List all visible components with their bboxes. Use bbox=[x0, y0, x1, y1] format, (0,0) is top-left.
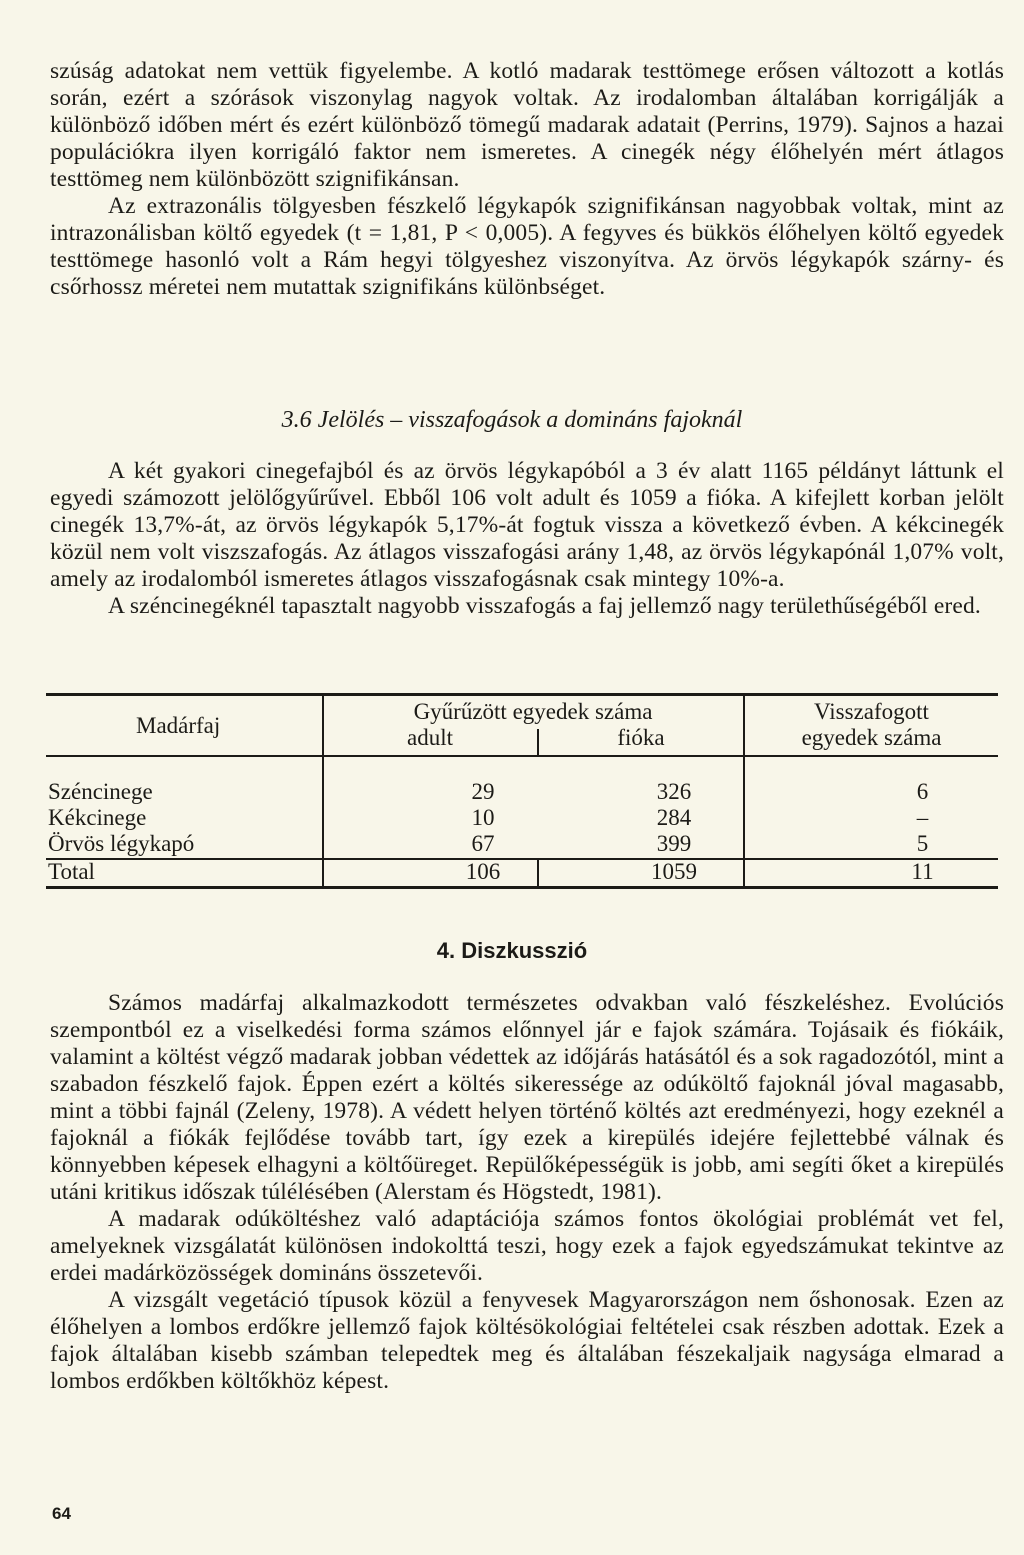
row-adult: 10 bbox=[471, 805, 495, 830]
header-ringed: Gyűrűzött egyedek száma bbox=[413, 699, 653, 724]
paragraph-ringing: A két gyakori cinegefajból és az örvös légykapóból a 3 év alatt 1165 példányt láttunk el egyedi számozott jelölőgyűrűvel. Ebből 106 volt adult és 1059 a fióka. A kifejlett korban jelölt cinegék 13,7%-át, az örvös légykapók 5,17%-át fogtuk vissza a következő évben. A kékcinegék közül nem volt viszszafogás. Az átlagos visszafogási arány 1,48, az örvös légykapónál 1,07% volt, amely az irodalomból ismeretes átlagos visszafogásnak csak mintegy 10%-a. bbox=[50, 458, 1004, 592]
header-species: Madárfaj bbox=[136, 713, 221, 738]
row-recaptured: – bbox=[916, 805, 929, 830]
header-adult: adult bbox=[407, 725, 453, 750]
row-species: Örvös légykapó bbox=[48, 831, 195, 856]
total-recaptured: 11 bbox=[911, 859, 934, 884]
total-chick: 1059 bbox=[651, 859, 697, 884]
page-number: 64 bbox=[52, 1504, 71, 1523]
header-recaptured-1: Visszafogott bbox=[814, 699, 929, 724]
paragraph-body-mass: szúság adatokat nem vettük figyelembe. A kotló madarak testtömege erősen változott a kotlás során, ezért a szórások viszonylag nagyok voltak. Az irodalomban általában korrigálják a különböző időben mért és ezért különböző tömegű madarak adatait (Perrins, 1979). Sajnos a hazai populációkra ilyen korrigáló faktor nem ismeretes. A cinegék négy élőhelyén mért átlagos testtömeg nem különbözött szignifikánsan. bbox=[50, 58, 1004, 192]
row-chick: 399 bbox=[656, 831, 692, 856]
section-4-text bbox=[50, 990, 1004, 1395]
section-3-6-heading: 3.6 Jelölés – visszafogások a domináns fajoknál bbox=[281, 407, 743, 433]
header-recaptured-2: egyedek száma bbox=[801, 725, 942, 750]
row-species: Kékcinege bbox=[48, 805, 147, 830]
row-recaptured: 5 bbox=[916, 831, 929, 856]
recapture-table bbox=[46, 693, 998, 889]
row-adult: 67 bbox=[471, 831, 495, 856]
row-adult: 29 bbox=[471, 779, 495, 804]
paragraph-adaptation: A madarak odúköltéshez való adaptációja számos fontos ökológiai problémát vet fel, amelyeknek vizsgálatát különösen indokolttá teszi, hogy ezek a fajok egyedszámukat tekintve az erdei madárközösségek domináns összetevői. bbox=[50, 1206, 1004, 1286]
paragraph-great-tit-fidelity: A széncinegéknél tapasztalt nagyobb visszafogás a faj jellemző nagy területhűségéből ered. bbox=[108, 593, 981, 619]
row-species: Széncinege bbox=[48, 779, 153, 804]
row-recaptured: 6 bbox=[916, 779, 929, 804]
table-top-rule bbox=[46, 693, 998, 696]
paragraph-flycatcher-size: Az extrazonális tölgyesben fészkelő légykapók szignifikánsan nagyobbak voltak, mint az intrazonálisban költő egyedek (t = 1,81, P < 0,005). A fegyves és bükkös élőhelyen költő egyedek testtömege hasonló volt a Rám hegyi tölgyeshez viszonyítva. Az örvös légykapók szárny- és csőrhossz méretei nem mutattak szignifikáns különbséget. bbox=[50, 193, 1004, 300]
paragraph-vegetation-types: A vizsgált vegetáció típusok közül a fenyvesek Magyarországon nem őshonosak. Ezen az élőhelyen a lombos erdőkre jellemző fajok költésökológiai feltételei csak részben adottak. Ezek a fajok általában kisebb számban telepedtek meg és általában fészekaljaik nagysága elmarad a lombos erdőkben költőkhöz képest. bbox=[50, 1287, 1004, 1394]
header-chick: fióka bbox=[617, 725, 665, 750]
section-4-heading: 4. Diszkusszió bbox=[436, 938, 588, 963]
table-bottom-rule bbox=[46, 886, 998, 889]
row-chick: 284 bbox=[656, 805, 692, 830]
section-3-6-text bbox=[50, 458, 1004, 620]
paragraph-cavity-nesting: Számos madárfaj alkalmazkodott természetes odvakban való fészkeléshez. Evolúciós szempontból ez a viselkedési forma számos előnnyel jár e fajok számára. Tojásaik és fiókáik, valamint a költést végző madarak jobban védettek az időjárás hatásától és a sok ragadozótól, mint a szabadon fészkelő fajok. Éppen ezért a költés sikeressége az odúköltő fajoknál jóval magasabb, mint a többi fajnál (Zeleny, 1978). A védett helyen történő költés azt eredményezi, hogy ezeknél a fajoknál a fiókák fejlődése tovább tart, így ezek a kirepülés idejére fejlettebbé válnak és könnyebben képesek elhagyni a költőüreget. Repülőképességük is jobb, ami segíti őket a kirepülés utáni kritikus időszak túlélésében (Alerstam és Högstedt, 1981). bbox=[50, 990, 1004, 1205]
table-header-rule bbox=[46, 755, 998, 757]
row-chick: 326 bbox=[656, 779, 692, 804]
total-label: Total bbox=[48, 859, 95, 884]
intro-text bbox=[50, 58, 1004, 301]
total-adult: 106 bbox=[465, 859, 501, 884]
